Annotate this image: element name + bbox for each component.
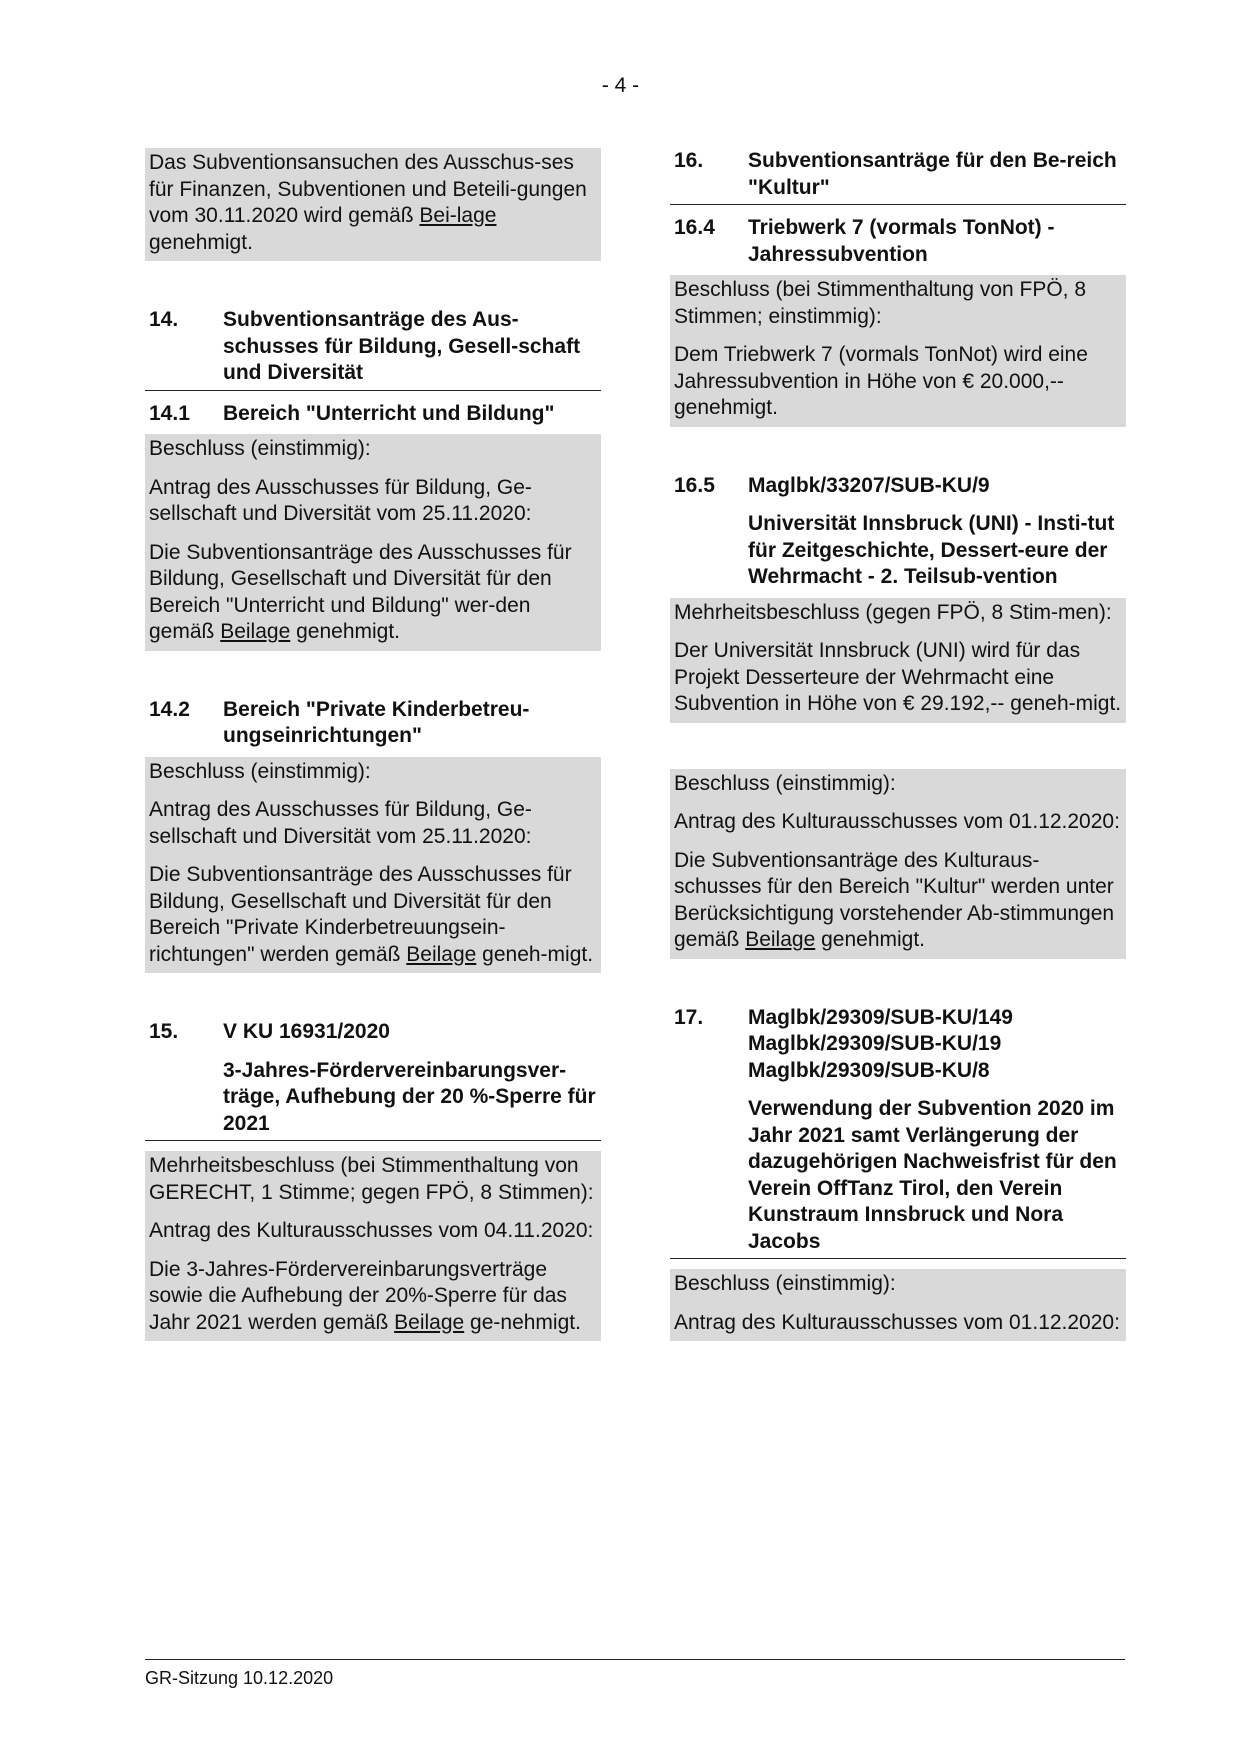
resolution-text: Dem Triebwerk 7 (vormals TonNot) wird eine Jahressubvention in Höhe von € 20.000,-- genehmigt. [674,343,1088,419]
resolution-status: Beschluss (bei Stimmenthaltung von FPÖ, 8 Stimmen; einstimmig): [674,278,1087,328]
motion-text: Antrag des Kulturausschusses vom 04.11.2020: [149,1219,594,1242]
section-17-resolution [670,1269,1126,1341]
section-15-resolution [145,1151,601,1341]
section-14-1-resolution [145,434,601,651]
beilage-link[interactable]: Beilage [745,928,816,951]
resolution-status: Beschluss (einstimmig): [674,1272,896,1295]
section-16-5-resolution [670,598,1126,723]
right-column [670,148,1126,1341]
page-footer: GR-Sitzung 10.12.2020 [145,1659,1125,1689]
page-number: - 4 - [601,74,640,97]
motion-text: Antrag des Kulturausschusses vom 01.12.2020: [674,810,1120,833]
intro-resolution-box [145,148,601,261]
beilage-link[interactable]: Beilage [220,620,291,643]
resolution-status: Beschluss (einstimmig): [149,759,371,783]
intro-paragraph: Das Subventionsansuchen des Ausschus-ses für Finanzen, Subventionen und Beteili-gungen vom 30.11.2020 wird gemäß Bei-lage genehmigt. [149,151,587,254]
resolution-text: Der Universität Innsbruck (UNI) wird für das Projekt Desserteure der Wehrmacht eine Subvention in Höhe von € 29.192,-- geneh-migt. [674,639,1122,715]
resolution-status: Beschluss (einstimmig): [149,437,371,460]
resolution-status: Beschluss (einstimmig): [674,771,896,795]
resolution-text: Die Subventionsanträge des Ausschusses für Bildung, Gesellschaft und Diversität für den Bereich "Private Kinderbetreuungsein-richtungen" werden gemäß Beilage geneh-migt. [149,863,594,966]
reference-number: Maglbk/29309/SUB-KU/149 [748,1005,1013,1029]
section-17-subtitle: Verwendung der Subvention 2020 im Jahr 2021 samt Verlängerung der dazugehörigen Nachweisfrist für den Verein OffTanz Tirol, den Verein Kunstraum Innsbruck und Nora Jacobs [670,1096,1126,1259]
resolution-text: Die Subventionsanträge des Kulturaus-schusses für den Bereich "Kultur" werden unter Berücksichtigung vorstehender Ab-stimmungen gemäß Beilage genehmigt. [674,848,1115,951]
motion-text: Antrag des Kulturausschusses vom 01.12.2020: [674,1310,1120,1334]
motion-text: Antrag des Ausschusses für Bildung, Ge-sellschaft und Diversität vom 25.11.2020: [149,475,532,525]
section-14-heading: 14. Subventionsanträge des Aus-schusses für Bildung, Gesell-schaft und Diversität [145,307,601,391]
resolution-status: Mehrheitsbeschluss (bei Stimmenthaltung von GERECHT, 1 Stimme; gegen FPÖ, 8 Stimmen): [149,1154,594,1204]
reference-number: Maglbk/29309/SUB-KU/19 [748,1032,1002,1055]
reference-number: Maglbk/29309/SUB-KU/8 [748,1058,990,1082]
section-16-4-resolution [670,275,1126,427]
beilage-link[interactable]: Beilage [394,1310,465,1334]
section-16-4-heading: 16.4 Triebwerk 7 (vormals TonNot) - Jahressubvention [674,216,1055,266]
section-15-heading: 15. V KU 16931/2020 [149,1020,390,1043]
section-14-1-heading: 14.1 Bereich "Unterricht und Bildung" [149,401,555,425]
section-17-heading: 17. Maglbk/29309/SUB-KU/149 Maglbk/29309/SUB-KU/19 Maglbk/29309/SUB-KU/8 [670,1005,1126,1085]
left-column [145,148,601,1341]
section-14-2-heading: 14.2 Bereich "Private Kinderbetreu-ungseinrichtungen" [149,697,530,747]
resolution-text: Die 3-Jahres-Fördervereinbarungsverträge sowie die Aufhebung der 20%-Sperre für das Jahr 2021 werden gemäß Beilage ge-nehmigt. [149,1257,581,1334]
motion-text: Antrag des Ausschusses für Bildung, Ge-sellschaft und Diversität vom 25.11.2020: [149,798,532,848]
beilage-link[interactable]: Beilage [406,942,477,966]
section-16-5-subtitle: Universität Innsbruck (UNI) - Insti-tut für Zeitgeschichte, Dessert-eure der Wehrmacht - 2. Teilsub-vention [748,512,1115,588]
section-14-2-resolution [145,757,601,974]
resolution-status: Mehrheitsbeschluss (gegen FPÖ, 8 Stim-men): [674,600,1112,624]
beilage-link[interactable]: Bei-lage [419,204,497,227]
section-15-subtitle: 3-Jahres-Fördervereinbarungsver-träge, Aufhebung der 20 %-Sperre für 2021 [145,1058,601,1142]
section-16-5-heading: 16.5 Maglbk/33207/SUB-KU/9 [674,473,990,497]
section-16-heading: 16. Subventionsanträge für den Be-reich "Kultur" [670,148,1126,205]
resolution-text: Die Subventionsanträge des Ausschusses für Bildung, Gesellschaft und Diversität für den Bereich "Unterricht und Bildung" wer-den gemäß Beilage genehmigt. [149,540,572,643]
section-16-overall-resolution [670,769,1126,959]
